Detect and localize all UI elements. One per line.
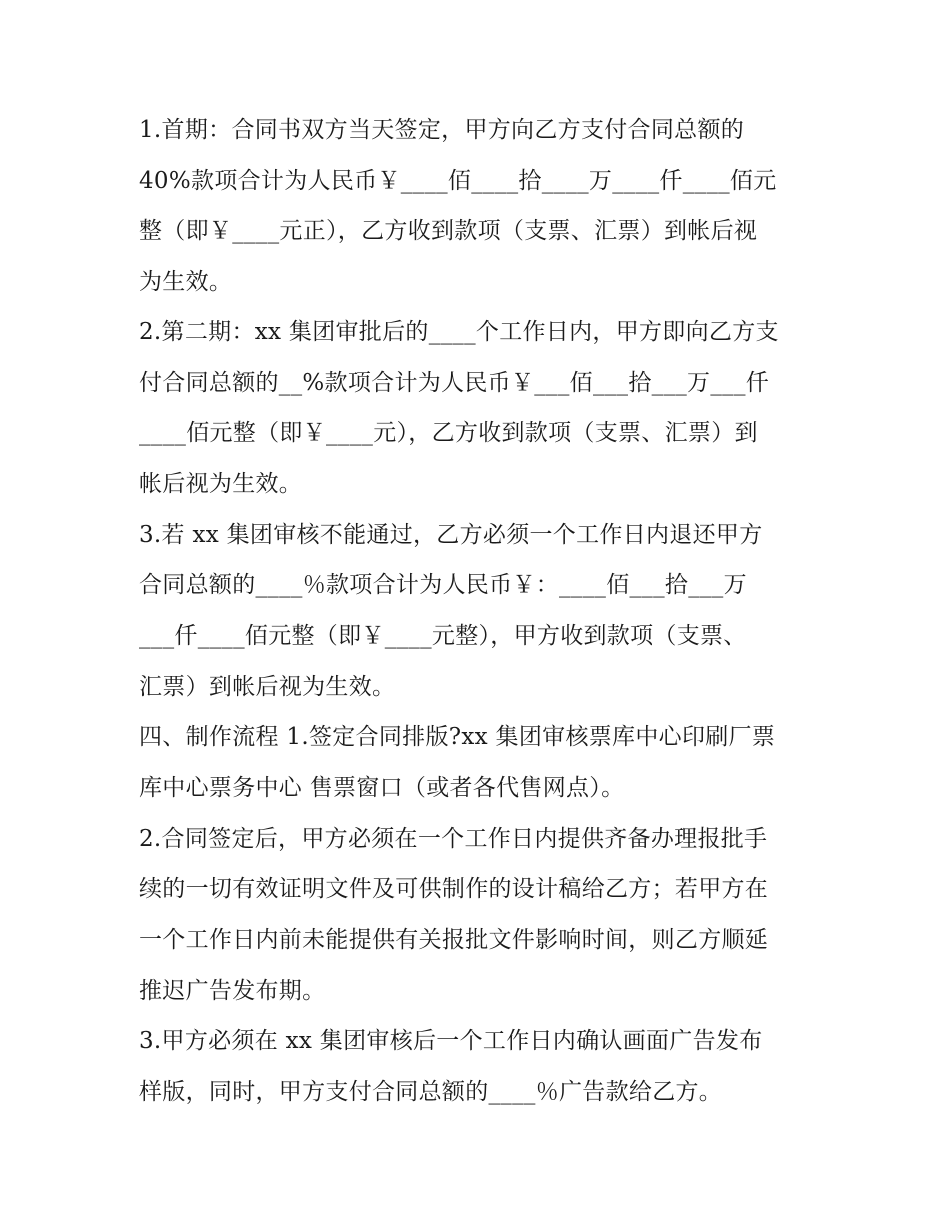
- text-line: 一个工作日内前未能提供有关报批文件影响时间，则乙方顺延: [139, 927, 769, 953]
- text-line: 汇票）到帐后视为生效。: [139, 674, 396, 700]
- text-line: 合同总额的____％款项合计为人民币￥：____佰___拾___万: [139, 572, 747, 598]
- text-line: 3.甲方必须在 xx 集团审核后一个工作日内确认画面广告发布: [139, 1028, 763, 1054]
- text-line: 2.合同签定后，甲方必须在一个工作日内提供齐备办理报批手: [139, 826, 768, 852]
- text-line: 续的一切有效证明文件及可供制作的设计稿给乙方；若甲方在: [139, 876, 769, 902]
- text-line: 40%款项合计为人民币￥____佰____拾____万____仟____佰元: [139, 168, 777, 194]
- text-line: ____佰元整（即￥____元），乙方收到款项（支票、汇票）到: [139, 420, 758, 446]
- text-line: 付合同总额的__%款项合计为人民币￥___佰___拾___万___仟: [139, 370, 770, 396]
- text-line: 四、制作流程 1.签定合同排版?xx 集团审核票库中心印刷厂票: [139, 724, 776, 750]
- text-line: 库中心票务中心 售票窗口（或者各代售网点）。: [139, 775, 625, 801]
- text-line: 3.若 xx 集团审核不能通过，乙方必须一个工作日内退还甲方: [139, 522, 763, 548]
- text-line: 整（即￥____元正），乙方收到款项（支票、汇票）到帐后视: [139, 218, 758, 244]
- text-line: 帐后视为生效。: [139, 471, 303, 497]
- text-line: 2.第二期：xx 集团审批后的____个工作日内，甲方即向乙方支: [139, 319, 779, 345]
- text-line: 推迟广告发布期。: [139, 978, 326, 1004]
- text-line: 为生效。: [139, 269, 233, 295]
- text-line: 样版，同时，甲方支付合同总额的____％广告款给乙方。: [139, 1079, 723, 1105]
- text-line: 1.首期：合同书双方当天签定，甲方向乙方支付合同总额的: [139, 117, 745, 143]
- text-line: ___仟____佰元整（即￥____元整），甲方收到款项（支票、: [139, 623, 747, 649]
